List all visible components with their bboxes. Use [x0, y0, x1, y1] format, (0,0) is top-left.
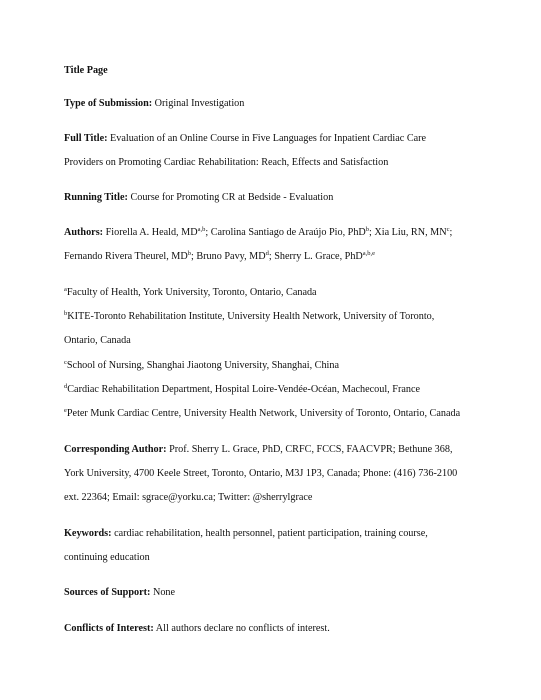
- authors-line-1: Authors: Fiorella A. Heald, MD$^{a,b}$; Carolina Santiago de Araújo Pio, PhD$^b$; Xia Liu, RN, $MN^c$;: [64, 226, 453, 238]
- corresponding-line-3: ext. 22364; Email: sgrace@yorku.ca; Twitter: @sherrylgrace: [64, 492, 313, 503]
- full-title-line-2: Providers on Promoting Cardiac Rehabilitation: Reach, Effects and Satisfaction: [64, 157, 389, 168]
- support-value: None: [150, 587, 176, 598]
- affiliation-a: $^a$Faculty of Health, York University, Toronto, Ontario, Canada: [64, 286, 317, 298]
- affiliation-b-line-2: Ontario, Canada: [64, 335, 131, 346]
- running-title: [64, 193, 333, 203]
- authors-line-2: Fernando Rivera Theurel, $MD^b$; Bruno Pavy, $MD^d$; Sherry L. Grace, PhD$^{a,b,e}$: [64, 250, 376, 262]
- affiliation-c: $^c$School of Nursing, Shanghai Jiaotong University, Shanghai, China: [64, 359, 340, 371]
- corresponding-line-2: York University, 4700 Keele Street, Toronto, Ontario, M3J 1P3, Canada; Phone: (416) 736-2100: [64, 468, 458, 479]
- affiliation-d: $^d$Cardiac Rehabilitation Department, Hospital Loire-Vendée-Océan, Machecoul, France: [64, 383, 420, 395]
- running-title-value: Course for Promoting CR at Bedside - Evaluation: [130, 192, 334, 203]
- conflicts-of-interest: [64, 624, 330, 634]
- running-title-label: Running Title:: [64, 192, 128, 203]
- keywords-line-2: continuing education: [64, 552, 150, 563]
- affiliation-b-line-1: $^b$KITE-Toronto Rehabilitation Institute, University Health Network, University of Toronto,: [64, 310, 435, 322]
- page-heading: Title Page: [64, 65, 108, 76]
- conflicts-label: Conflicts of Interest:: [64, 623, 154, 634]
- affiliation-e: $^e$Peter Munk Cardiac Centre, University Health Network, University of Toronto, Ontario, Canada: [64, 407, 461, 419]
- submission-label: Type of Submission:: [64, 98, 153, 109]
- keywords-label: Keywords:: [64, 528, 112, 539]
- corresponding-line-1: Corresponding Author: Prof. Sherry L. Grace, PhD, CRFC, FCCS, FAACVPR; Bethune 368,: [64, 444, 453, 455]
- support-label: Sources of Support:: [64, 587, 151, 598]
- full-title-label: Full Title:: [64, 133, 108, 144]
- full-title-line-1: Full Title: Evaluation of an Online Course in Five Languages for Inpatient Cardiac Care: [64, 133, 427, 144]
- corresponding-label: Corresponding Author:: [64, 444, 167, 455]
- conflicts-value: All authors declare no conflicts of interest.: [153, 623, 330, 634]
- authors-label: Authors:: [64, 227, 104, 238]
- submission-value: Original Investigation: [154, 98, 245, 109]
- submission-type: [64, 99, 244, 109]
- sources-of-support: [64, 588, 175, 598]
- keywords-line-1: Keywords: cardiac rehabilitation, health personnel, patient participation, training course,: [64, 528, 428, 539]
